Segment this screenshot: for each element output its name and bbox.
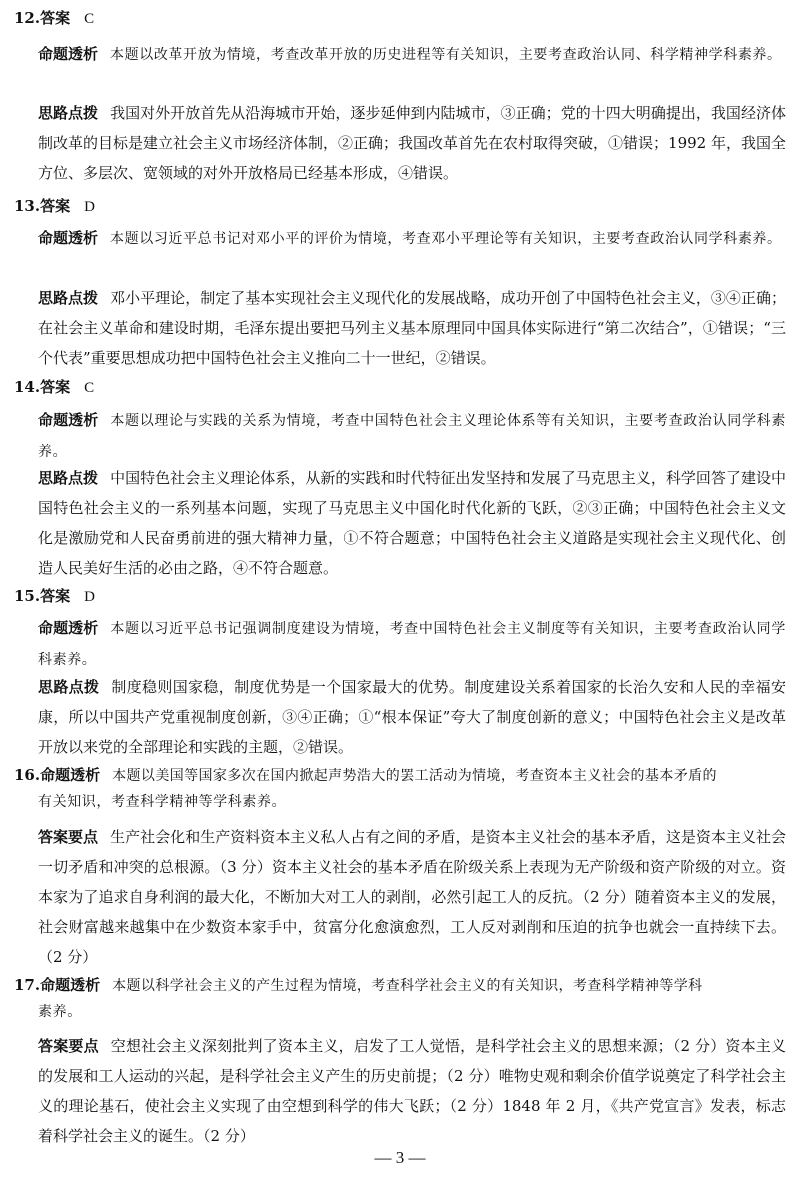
analysis-label: 命题透析 xyxy=(38,411,99,429)
answer-label: 答案 xyxy=(40,587,71,605)
question-number: 13. xyxy=(14,197,41,215)
question-14-header xyxy=(14,377,94,398)
question-15-analysis xyxy=(38,613,786,675)
question-13-header xyxy=(14,196,95,217)
analysis-text: 本题以习近平总书记强调制度建设为情境，考查中国特色社会主义制度等有关知识，主要考查政治认同学科素养。 xyxy=(38,621,786,668)
question-14-analysis xyxy=(38,405,786,467)
question-12-solution xyxy=(38,98,786,188)
analysis-text: 本题以习近平总书记对邓小平的评价为情境，考查邓小平理论等有关知识，主要考查政治认同学科素养。 xyxy=(110,231,782,247)
question-16-analysis-continued xyxy=(38,786,786,817)
question-13-solution xyxy=(38,283,786,373)
analysis-text: 本题以理论与实践的关系为情境，考查中国特色社会主义理论体系等有关知识，主要考查政治认同学科素养。 xyxy=(38,413,786,460)
question-15-header xyxy=(14,586,95,607)
question-14-solution xyxy=(38,463,786,583)
key-points-text: 生产社会化和生产资料资本主义私人占有之间的矛盾，是资本主义社会的基本矛盾，这是资本主义社会一切矛盾和冲突的总根源。（3 分）资本主义社会的基本矛盾在阶级关系上表现为无产阶级和资产阶级的对立。资本家为了追求自身利润的最大化，不断加大对工人的剥削，必然引起工人的反抗。（2 分）随着资本主义的发展，社会财富越来越集中在少数资本家手中，贫富分化愈演愈烈，工人反对剥削和压迫的抗争也就会一直持续下去。（2 分） xyxy=(38,828,786,966)
solution-text: 邓小平理论，制定了基本实现社会主义现代化的发展战略，成功开创了中国特色社会主义，③④正确；在社会主义革命和建设时期，毛泽东提出要把马列主义基本原理同中国具体实际进行“第二次结合”，①错误；“三个代表”重要思想成功把中国特色社会主义推向二十一世纪，②错误。 xyxy=(38,289,786,367)
solution-label: 思路点拨 xyxy=(38,104,99,122)
solution-label: 思路点拨 xyxy=(38,289,99,307)
answer-label: 答案 xyxy=(40,378,71,396)
analysis-label: 命题透析 xyxy=(38,45,99,63)
question-17-key-points xyxy=(38,1031,786,1151)
key-points-label: 答案要点 xyxy=(38,1037,99,1055)
analysis-label: 命题透析 xyxy=(40,976,101,994)
question-number: 17. xyxy=(14,976,41,994)
answer-value: C xyxy=(84,380,95,396)
key-points-label: 答案要点 xyxy=(38,828,99,846)
question-16-header xyxy=(14,765,717,786)
analysis-label: 命题透析 xyxy=(38,619,99,637)
analysis-text-first-line: 本题以美国等国家多次在国内掀起声势浩大的罢工活动为情境，考查资本主义社会的基本矛盾的 xyxy=(112,768,717,784)
analysis-text-first-line: 本题以科学社会主义的产生过程为情境，考查科学社会主义的有关知识，考查科学精神等学科 xyxy=(112,978,703,994)
answer-value: D xyxy=(84,199,95,215)
question-17-analysis-continued xyxy=(38,996,786,1027)
question-16-key-points xyxy=(38,822,786,972)
analysis-text-rest: 有关知识，考查科学精神等学科素养。 xyxy=(38,794,287,810)
answer-label: 答案 xyxy=(40,9,71,27)
answer-value: C xyxy=(84,11,95,27)
question-number: 12. xyxy=(14,9,41,27)
solution-text: 制度稳则国家稳，制度优势是一个国家最大的优势。制度建设关系着国家的长治久安和人民的幸福安康，所以中国共产党重视制度创新，③④正确；①“根本保证”夸大了制度创新的意义；中国特色社会主义是改革开放以来党的全部理论和实践的主题，②错误。 xyxy=(38,678,786,756)
solution-label: 思路点拨 xyxy=(38,678,100,696)
question-15-solution xyxy=(38,672,786,762)
solution-text: 中国特色社会主义理论体系，从新的实践和时代特征出发坚持和发展了马克思主义，科学回答了建设中国特色社会主义的一系列基本问题，实现了马克思主义中国化时代化新的飞跃，②③正确；中国特色社会主义文化是激励党和人民奋勇前进的强大精神力量，①不符合题意；中国特色社会主义道路是实现社会主义现代化、创造人民美好生活的必由之路，④不符合题意。 xyxy=(38,469,786,577)
analysis-label: 命题透析 xyxy=(40,766,101,784)
question-17-header xyxy=(14,975,703,996)
page-number: — 3 — xyxy=(374,1148,426,1167)
answer-value: D xyxy=(84,589,95,605)
question-number: 15. xyxy=(14,587,41,605)
key-points-text: 空想社会主义深刻批判了资本主义，启发了工人觉悟，是科学社会主义的思想来源；（2 分）资本主义的发展和工人运动的兴起，是科学社会主义产生的历史前提；（2 分）唯物史观和剩余价值学说奠定了科学社会主义的理论基石，使社会主义实现了由空想到科学的伟大飞跃；（2 分）1848 年 2 月，《共产党宣言》发表，标志着科学社会主义的诞生。（2 分） xyxy=(38,1037,786,1145)
analysis-text-rest: 素养。 xyxy=(38,1004,82,1020)
question-number: 16. xyxy=(14,766,41,784)
solution-label: 思路点拨 xyxy=(38,469,99,487)
question-12-header xyxy=(14,8,94,29)
question-12-analysis xyxy=(38,39,786,70)
question-13-analysis xyxy=(38,223,786,254)
analysis-label: 命题透析 xyxy=(38,229,99,247)
analysis-text: 本题以改革开放为情境，考查改革开放的历史进程等有关知识，主要考查政治认同、科学精神学科素养。 xyxy=(110,47,782,63)
question-number: 14. xyxy=(14,378,41,396)
answer-label: 答案 xyxy=(40,197,71,215)
solution-text: 我国对外开放首先从沿海城市开始，逐步延伸到内陆城市，③正确；党的十四大明确提出，我国经济体制改革的目标是建立社会主义市场经济体制，②正确；我国改革首先在农村取得突破，①错误；1992 年，我国全方位、多层次、宽领域的对外开放格局已经基本形成，④错误。 xyxy=(38,104,786,182)
